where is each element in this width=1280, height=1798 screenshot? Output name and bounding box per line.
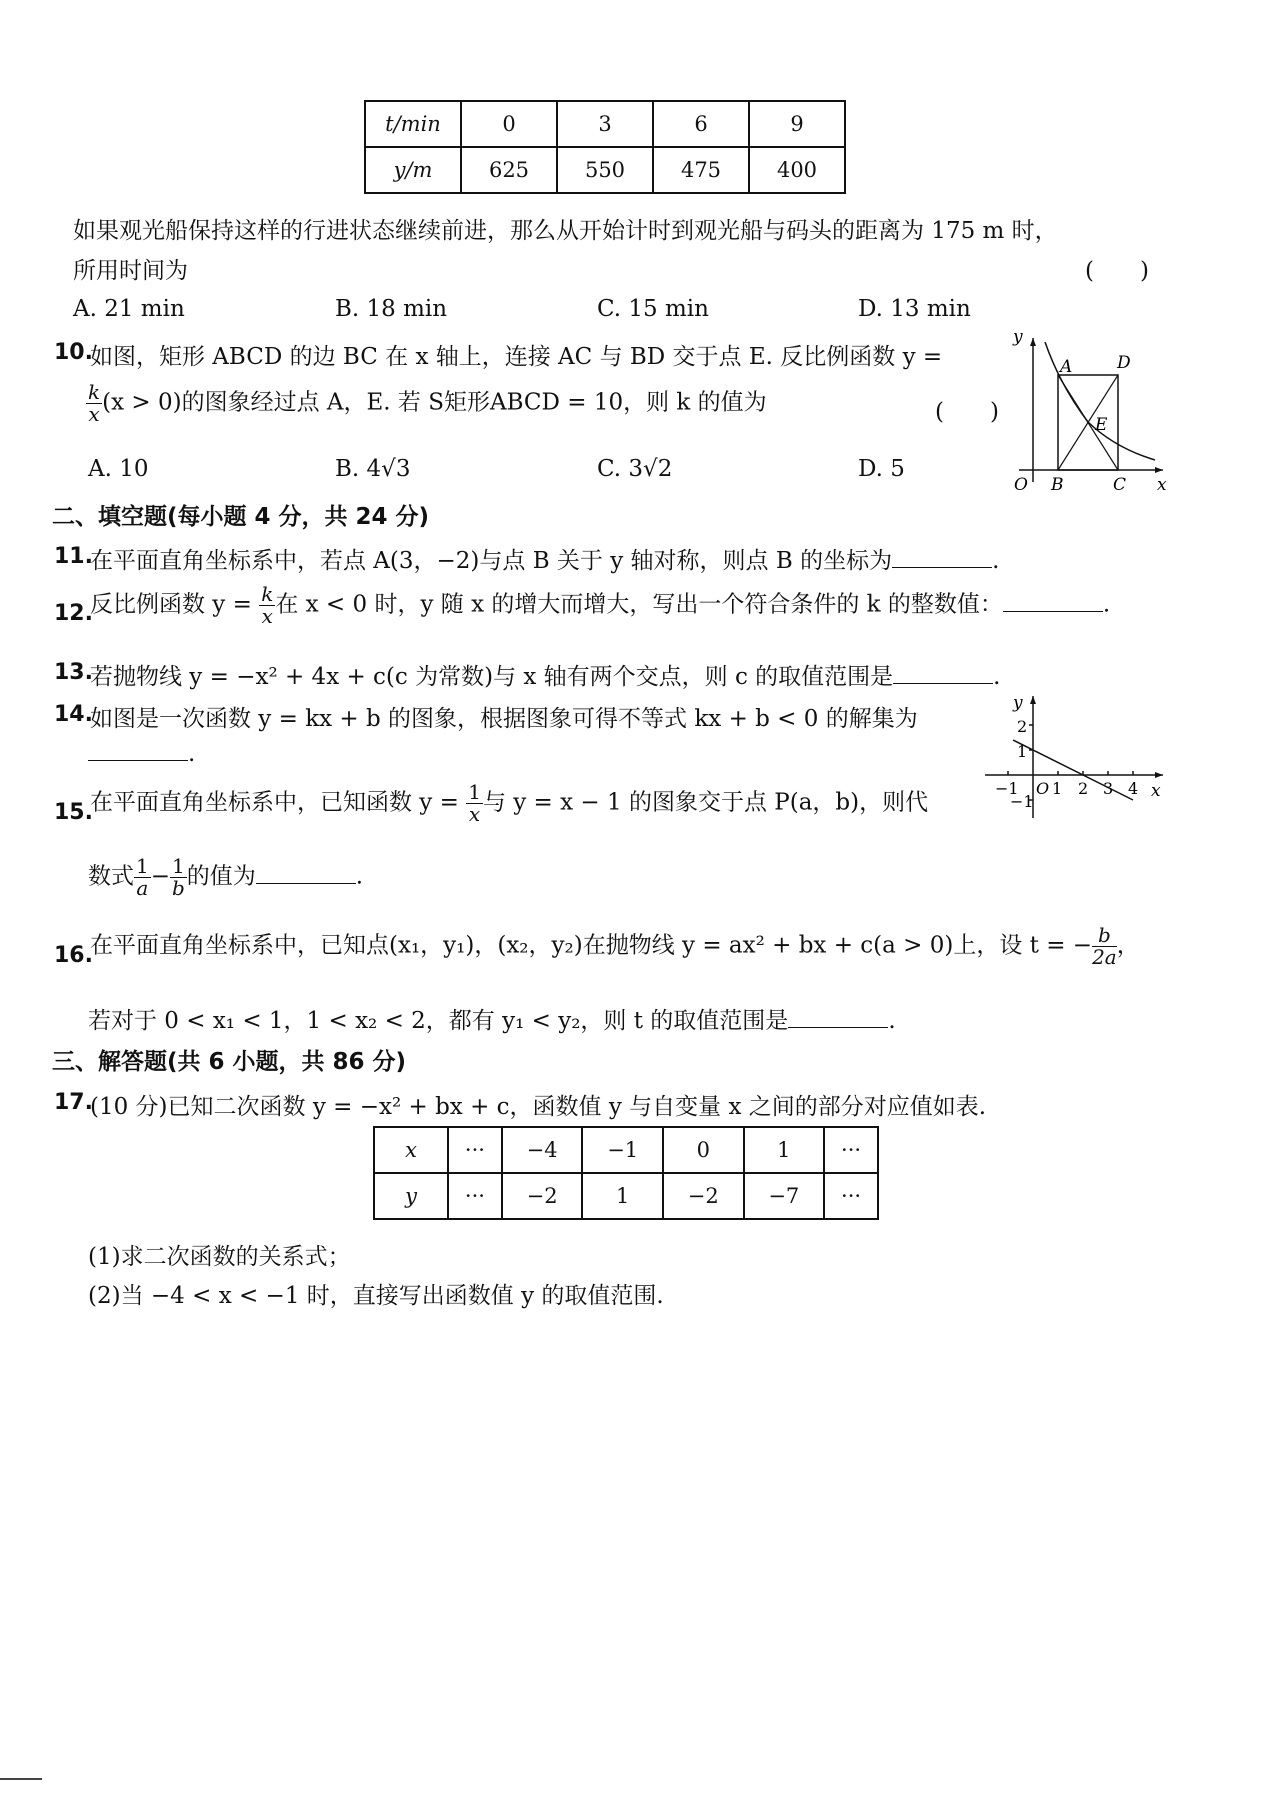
q12-text-pre: 反比例函数 y = xyxy=(90,591,252,618)
distance-time-table xyxy=(364,100,846,194)
section-2-heading: 二、填空题(每小题 4 分，共 24 分) xyxy=(52,504,430,530)
label-x: x xyxy=(1151,781,1161,801)
q17-header-y: y xyxy=(374,1173,448,1219)
q16-comma: ， xyxy=(1116,932,1140,959)
frac-numerator: 1 xyxy=(136,854,149,878)
frac-numerator: b xyxy=(1092,925,1117,947)
q17-cell: ··· xyxy=(824,1173,878,1219)
q12-answer-blank[interactable] xyxy=(1003,591,1103,612)
q16-line2 xyxy=(88,1002,896,1035)
q17-sub1: (1)求二次函数的关系式； xyxy=(88,1244,351,1270)
q13-period: . xyxy=(993,664,1001,690)
q11-answer-blank[interactable] xyxy=(892,547,992,568)
label-y: y xyxy=(1013,693,1023,713)
q17-sub2: (2)当 −4 < x < −1 时，直接写出函数值 y 的取值范围. xyxy=(88,1283,664,1309)
q17-number: 17. xyxy=(54,1090,93,1115)
q10-line2-wrap xyxy=(86,382,767,425)
q15-line2-post: 的值为 xyxy=(186,863,256,890)
label-d: D xyxy=(1117,353,1131,373)
q14-text: 如图是一次函数 y = kx + b 的图象，根据图象可得不等式 kx + b < 0 的解集为 xyxy=(90,706,918,732)
q17-cell: ··· xyxy=(824,1127,878,1173)
q15-text-pre: 在平面直角坐标系中，已知函数 y = xyxy=(90,789,459,816)
section-3-heading: 三、解答题(共 6 小题，共 86 分) xyxy=(52,1049,407,1075)
q10-option-c: C. 3√2 xyxy=(597,456,673,482)
q15-text-post: 与 y = x − 1 的图象交于点 P(a，b)，则代 xyxy=(482,789,929,816)
q10-answer-paren: ( ) xyxy=(935,399,999,425)
q10-option-b: B. 4√3 xyxy=(335,456,411,482)
tick-x-2: 2 xyxy=(1078,779,1089,798)
tick-y-2: 2 xyxy=(1017,717,1028,736)
table1-cell: 550 xyxy=(557,147,653,193)
tick-y-1: 1 xyxy=(1017,742,1028,761)
frac-denominator: 2a xyxy=(1092,945,1117,969)
tick-y-neg1: −1 xyxy=(1010,792,1034,811)
table1-cell: 0 xyxy=(461,101,557,147)
tick-x-neg1: −1 xyxy=(995,779,1019,798)
q17-cell: −4 xyxy=(502,1127,583,1173)
q16-line2-text: 若对于 0 < x₁ < 1，1 < x₂ < 2，都有 y₁ < y₂，则 t 的取值范围是 xyxy=(88,1008,789,1034)
q17-cell: −7 xyxy=(744,1173,825,1219)
q9-option-b: B. 18 min xyxy=(335,296,448,322)
page-corner-mark xyxy=(0,1778,42,1780)
q15-fraction xyxy=(466,782,483,825)
q15-number: 15. xyxy=(54,800,93,825)
q16-period: . xyxy=(888,1008,896,1034)
q17-cell: 1 xyxy=(744,1127,825,1173)
q11-text: 在平面直角坐标系中，若点 A(3，−2)与点 B 关于 y 轴对称，则点 B 的坐标为 xyxy=(90,548,893,574)
q12-number: 12. xyxy=(54,601,93,626)
q12-line xyxy=(90,584,1110,627)
q15-period: . xyxy=(355,863,364,890)
q17-cell: ··· xyxy=(448,1127,502,1173)
q15-fraction-1-over-b xyxy=(170,856,187,899)
table1-cell: 6 xyxy=(653,101,749,147)
q9-line1: 如果观光船保持这样的行进状态继续前进，那么从开始计时到观光船与码头的距离为 175 m 时， xyxy=(73,218,1058,244)
q11-number: 11. xyxy=(54,544,93,569)
q9-option-d: D. 13 min xyxy=(858,296,971,322)
q10-line1: 如图，矩形 ABCD 的边 BC 在 x 轴上，连接 AC 与 BD 交于点 E. 反比例函数 y = xyxy=(90,344,943,370)
linear-function-line xyxy=(1013,740,1133,800)
q17-text: (10 分)已知二次函数 y = −x² + bx + c，函数值 y 与自变量 x 之间的部分对应值如表. xyxy=(90,1094,987,1120)
q17-cell: 1 xyxy=(582,1173,663,1219)
frac-denominator: x xyxy=(468,802,481,826)
q17-cell: −2 xyxy=(502,1173,583,1219)
q17-header-x: x xyxy=(374,1127,448,1173)
q10-line2: (x > 0)的图象经过点 A，E. 若 S矩形ABCD = 10，则 k 的值为 xyxy=(102,389,767,416)
q10-option-a: A. 10 xyxy=(88,456,149,482)
table1-header-y: y/m xyxy=(365,147,461,193)
q14-answer-blank[interactable] xyxy=(88,740,188,761)
q14-period: . xyxy=(188,741,196,767)
q10-option-d: D. 5 xyxy=(858,456,905,482)
table1-cell: 9 xyxy=(749,101,845,147)
table1-cell: 3 xyxy=(557,101,653,147)
q16-fraction xyxy=(1092,925,1117,968)
frac-numerator: 1 xyxy=(468,780,481,804)
q9-option-a: A. 21 min xyxy=(73,296,185,322)
frac-denominator: b xyxy=(171,876,185,900)
q17-cell: 0 xyxy=(663,1127,744,1173)
q14-figure xyxy=(985,690,1167,820)
q12-fraction xyxy=(259,584,275,627)
q17-value-table xyxy=(373,1126,879,1220)
frac-denominator: a xyxy=(136,876,149,900)
q11-line xyxy=(90,542,999,575)
q13-text: 若抛物线 y = −x² + 4x + c(c 为常数)与 x 轴有两个交点，则 c 的取值范围是 xyxy=(90,664,894,690)
q16-answer-blank[interactable] xyxy=(788,1007,888,1028)
label-c: C xyxy=(1113,475,1127,490)
table1-cell: 475 xyxy=(653,147,749,193)
label-a: A xyxy=(1060,357,1073,377)
tick-x-1: 1 xyxy=(1052,779,1063,798)
q16-line1 xyxy=(90,925,1140,968)
q13-line xyxy=(90,658,1000,691)
label-b: B xyxy=(1051,475,1064,490)
q15-fraction-1-over-a xyxy=(134,856,151,899)
q9-line2: 所用时间为 xyxy=(73,258,188,284)
frac-denominator: x xyxy=(88,402,100,426)
q15-line1 xyxy=(90,782,928,825)
label-e: E xyxy=(1095,415,1108,435)
q9-option-c: C. 15 min xyxy=(597,296,709,322)
label-x: x xyxy=(1157,475,1167,490)
q14-answer-line xyxy=(88,740,195,767)
q12-text-post: 在 x < 0 时，y 随 x 的增大而增大，写出一个符合条件的 k 的整数值： xyxy=(275,591,1003,618)
q14-number: 14. xyxy=(54,702,93,727)
q15-line2 xyxy=(88,856,363,899)
label-o: O xyxy=(1014,475,1028,490)
frac-numerator: k xyxy=(261,582,274,606)
q10-fraction xyxy=(86,382,102,425)
frac-numerator: k xyxy=(88,380,101,404)
q13-number: 13. xyxy=(54,660,93,685)
q15-line2-pre: 数式 xyxy=(88,863,134,890)
q15-answer-blank[interactable] xyxy=(256,863,356,884)
q17-cell: −1 xyxy=(582,1127,663,1173)
table1-header-t: t/min xyxy=(365,101,461,147)
q16-number: 16. xyxy=(54,943,93,968)
q10-number: 10. xyxy=(54,340,93,365)
q9-answer-paren: ( ) xyxy=(1085,258,1149,284)
frac-numerator: 1 xyxy=(172,854,185,878)
q17-cell: ··· xyxy=(448,1173,502,1219)
table1-cell: 400 xyxy=(749,147,845,193)
q16-text-pre: 在平面直角坐标系中，已知点(x₁，y₁)，(x₂，y₂)在抛物线 y = ax² + bx + c(a > 0)上，设 t = − xyxy=(90,932,1093,959)
label-y: y xyxy=(1013,330,1023,347)
minus-sign: − xyxy=(150,863,171,890)
q12-period: . xyxy=(1102,591,1111,618)
label-o: O xyxy=(1036,779,1050,798)
tick-x-4: 4 xyxy=(1128,779,1139,798)
q10-figure xyxy=(1005,330,1170,490)
table1-cell: 625 xyxy=(461,147,557,193)
frac-denominator: x xyxy=(261,604,273,628)
tick-x-3: 3 xyxy=(1103,779,1114,798)
q13-answer-blank[interactable] xyxy=(893,663,993,684)
q17-cell: −2 xyxy=(663,1173,744,1219)
q11-period: . xyxy=(992,548,1000,574)
